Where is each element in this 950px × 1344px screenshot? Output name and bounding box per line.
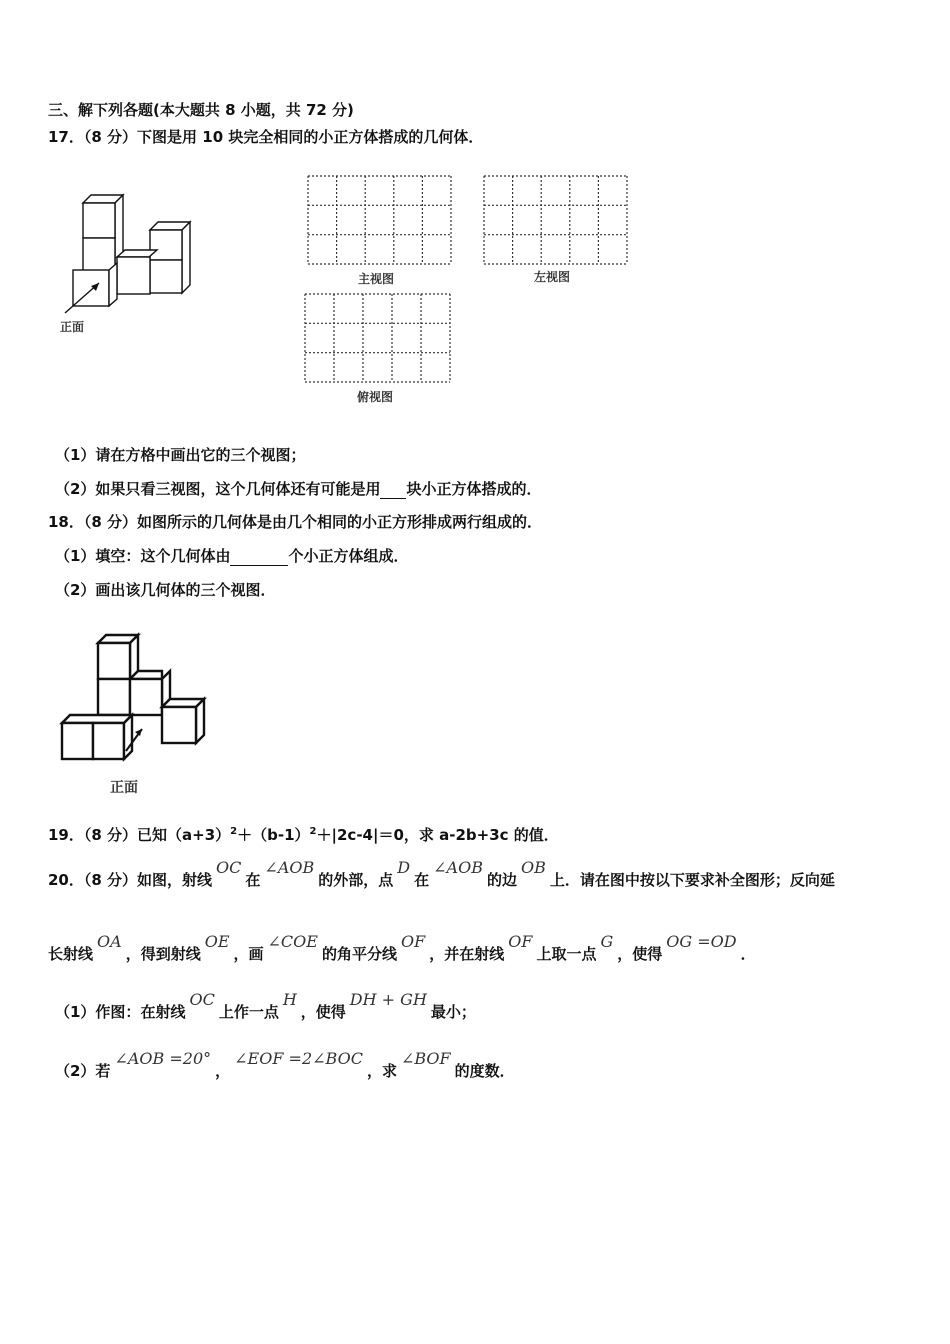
left-view-grid — [484, 176, 627, 264]
q20-part2: （2）若∠AOB =20°，∠EOF =2∠BOC，求∠BOF的度数． — [55, 1049, 515, 1080]
q18-part1: （1）填空：这个几何体由 个小正方体组成． — [55, 547, 409, 565]
section-title: 三、解下列各题(本大题共 8 小题，共 72 分) — [48, 101, 354, 119]
q20-line2: 长射线OA，得到射线OE，画∠COE的角平分线OF，并在射线OF上取一点G，使得OG =OD． — [48, 932, 756, 963]
q18-part2: （2）画出该几何体的三个视图． — [55, 581, 276, 599]
q18-cube-figure — [58, 635, 218, 765]
top-view-grid — [305, 294, 450, 382]
q20-part1: （1）作图：在射线OC上作一点H，使得DH + GH最小； — [55, 990, 476, 1021]
q17-part2: （2）如果只看三视图，这个几何体还有可能是用 块小正方体搭成的． — [55, 480, 542, 498]
q20-line1: 20．（8 分）如图，射线OC在∠AOB的外部，点D在∠AOB的边OB上．请在图中按以下要求补全图形；反向延 — [48, 858, 835, 889]
q17-front-label: 正面 — [60, 320, 85, 334]
q18-front-label: 正面 — [110, 780, 138, 796]
q19-text: 19．（8 分）已知$(a+3)^2+(b-1)^2+|2c-4|=0$，求 a-2b+3c 的值． — [48, 826, 559, 844]
q17-part1: （1）请在方格中画出它的三个视图； — [55, 446, 306, 464]
q17-main-view-label: 主视图 — [358, 272, 395, 286]
main-view-grid — [308, 176, 451, 264]
q17-stem: 17．（8 分）下图是用 10 块完全相同的小正方体搭成的几何体． — [48, 128, 484, 146]
q17-top-view-label: 俯视图 — [357, 390, 394, 404]
q17-view-grids — [0, 0, 950, 420]
q18-stem: 18．（8 分）如图所示的几何体是由几个相同的小正方形排成两行组成的． — [48, 513, 543, 531]
q17-left-view-label: 左视图 — [534, 270, 571, 284]
